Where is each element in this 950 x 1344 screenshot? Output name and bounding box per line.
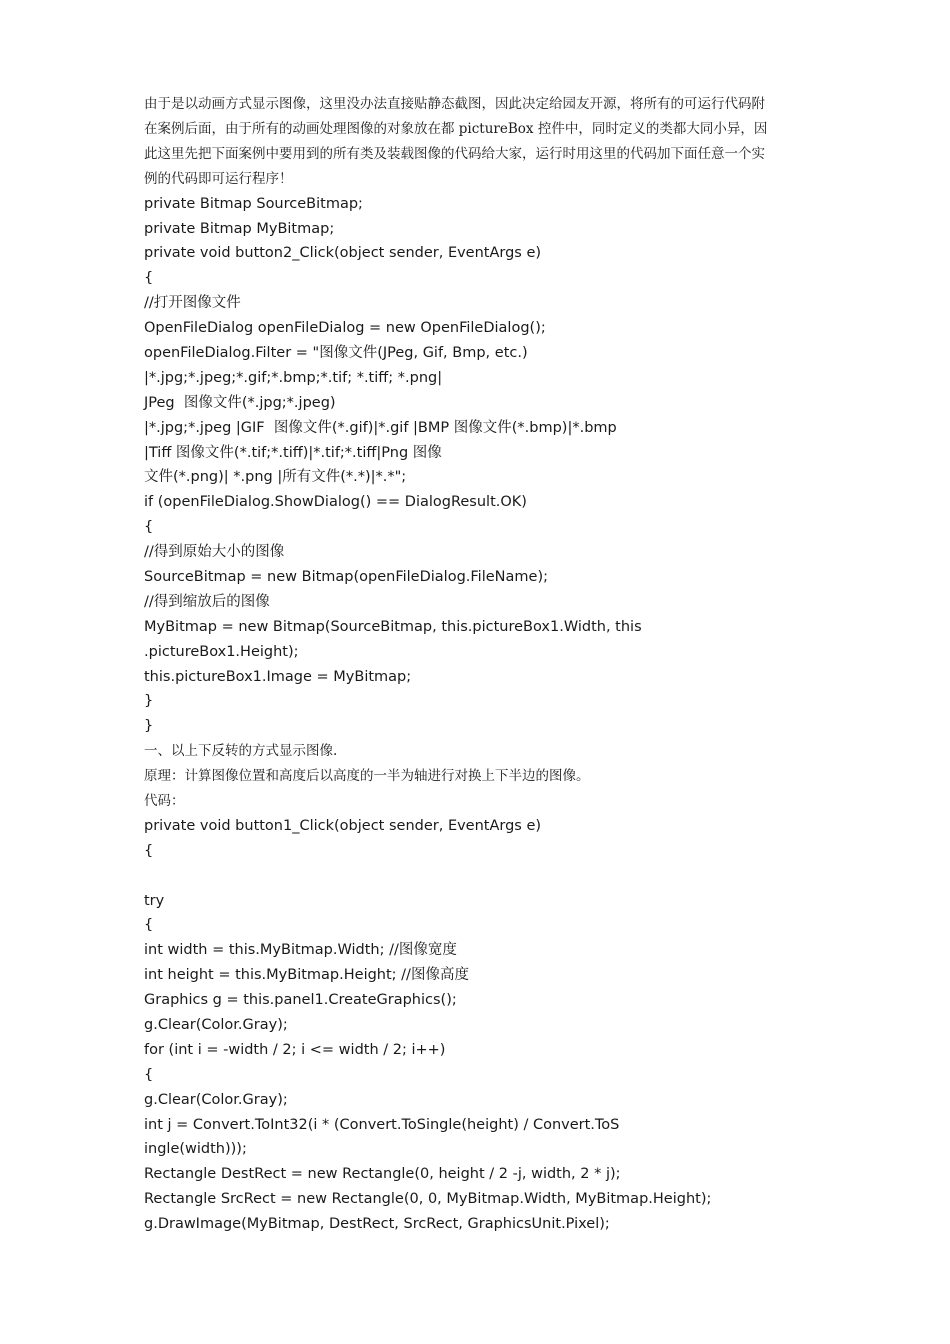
code-line: int height = this.MyBitmap.Height; //图像高度 [144,967,469,984]
code-line: } [144,718,154,735]
code-line: ingle(width))); [144,1141,247,1158]
code-comment: //打开图像文件 [144,295,241,312]
intro-line: 此这里先把下面案例中要用到的所有类及装载图像的代码给大家，运行时用这里的代码加下面任意一个实 [144,145,765,162]
principle-text: 原理：计算图像位置和高度后以高度的一半为轴进行对换上下半边的图像。 [144,768,590,785]
code-line: { [144,270,154,287]
code-line: { [144,519,154,536]
code-line: |Tiff 图像文件(*.tif;*.tiff)|*.tif;*.tiff|Png 图像 [144,444,442,461]
intro-paragraph [144,92,808,192]
code-line: JPeg 图像文件(*.jpg;*.jpeg) [144,394,336,411]
code-line: private void button1_Click(object sender, EventArgs e) [144,817,542,834]
code-line: this.pictureBox1.Image = MyBitmap; [144,668,412,685]
code-line: { [144,842,154,859]
code-comment: //得到原始大小的图像 [144,544,285,561]
code-line-blank [144,864,814,889]
intro-line: 由于是以动画方式显示图像，这里没办法直接贴静态截图，因此决定给园友开源，将所有的可运行代码附 [144,96,765,112]
code-line: g.Clear(Color.Gray); [144,1091,288,1108]
code-line: for (int i = -width / 2; i <= width / 2; i++) [144,1041,446,1058]
code-label: 代码： [144,793,185,809]
code-line: Graphics g = this.panel1.CreateGraphics(); [144,992,457,1009]
code-line: try [144,892,165,909]
code-line: } [144,693,154,710]
code-line: Rectangle DestRect = new Rectangle(0, height / 2 -j, width, 2 * j); [144,1166,621,1183]
code-line: openFileDialog.Filter = "图像文件(JPeg, Gif, Bmp, etc.) [144,344,528,361]
code-line: OpenFileDialog openFileDialog = new OpenFileDialog(); [144,320,546,337]
document-body [144,92,814,1237]
code-line: MyBitmap = new Bitmap(SourceBitmap, this.pictureBox1.Width, this [144,618,642,635]
code-line: Rectangle SrcRect = new Rectangle(0, 0, MyBitmap.Width, MyBitmap.Height); [144,1191,712,1208]
code-line: SourceBitmap = new Bitmap(openFileDialog.FileName); [144,568,548,585]
code-line: private void button2_Click(object sender, EventArgs e) [144,245,542,262]
code-line: |*.jpg;*.jpeg;*.gif;*.bmp;*.tif; *.tiff; *.png| [144,369,443,386]
code-line: g.DrawImage(MyBitmap, DestRect, SrcRect, GraphicsUnit.Pixel); [144,1216,610,1233]
code-line: { [144,1066,154,1083]
code-listing [144,192,814,1237]
section-heading: 一、以上下反转的方式显示图像. [144,743,338,760]
code-line: |*.jpg;*.jpeg |GIF 图像文件(*.gif)|*.gif |BMP 图像文件(*.bmp)|*.bmp [144,419,617,436]
code-line: .pictureBox1.Height); [144,643,299,660]
code-line: if (openFileDialog.ShowDialog() == DialogResult.OK) [144,494,527,511]
intro-line: 在案例后面，由于所有的动画处理图像的对象放在都 pictureBox 控件中，同时定义的类都大同小异，因 [144,120,768,137]
code-line: private Bitmap SourceBitmap; [144,195,363,212]
code-line: g.Clear(Color.Gray); [144,1017,288,1034]
code-line: 文件(*.png)| *.png |所有文件(*.*)|*.*"; [144,469,407,486]
code-line: int width = this.MyBitmap.Width; //图像宽度 [144,942,457,959]
intro-line: 例的代码即可运行程序！ [144,170,293,187]
code-comment: //得到缩放后的图像 [144,593,270,610]
code-line: int j = Convert.ToInt32(i * (Convert.ToSingle(height) / Convert.ToS [144,1116,620,1133]
code-line: { [144,917,154,934]
code-line: private Bitmap MyBitmap; [144,220,335,237]
